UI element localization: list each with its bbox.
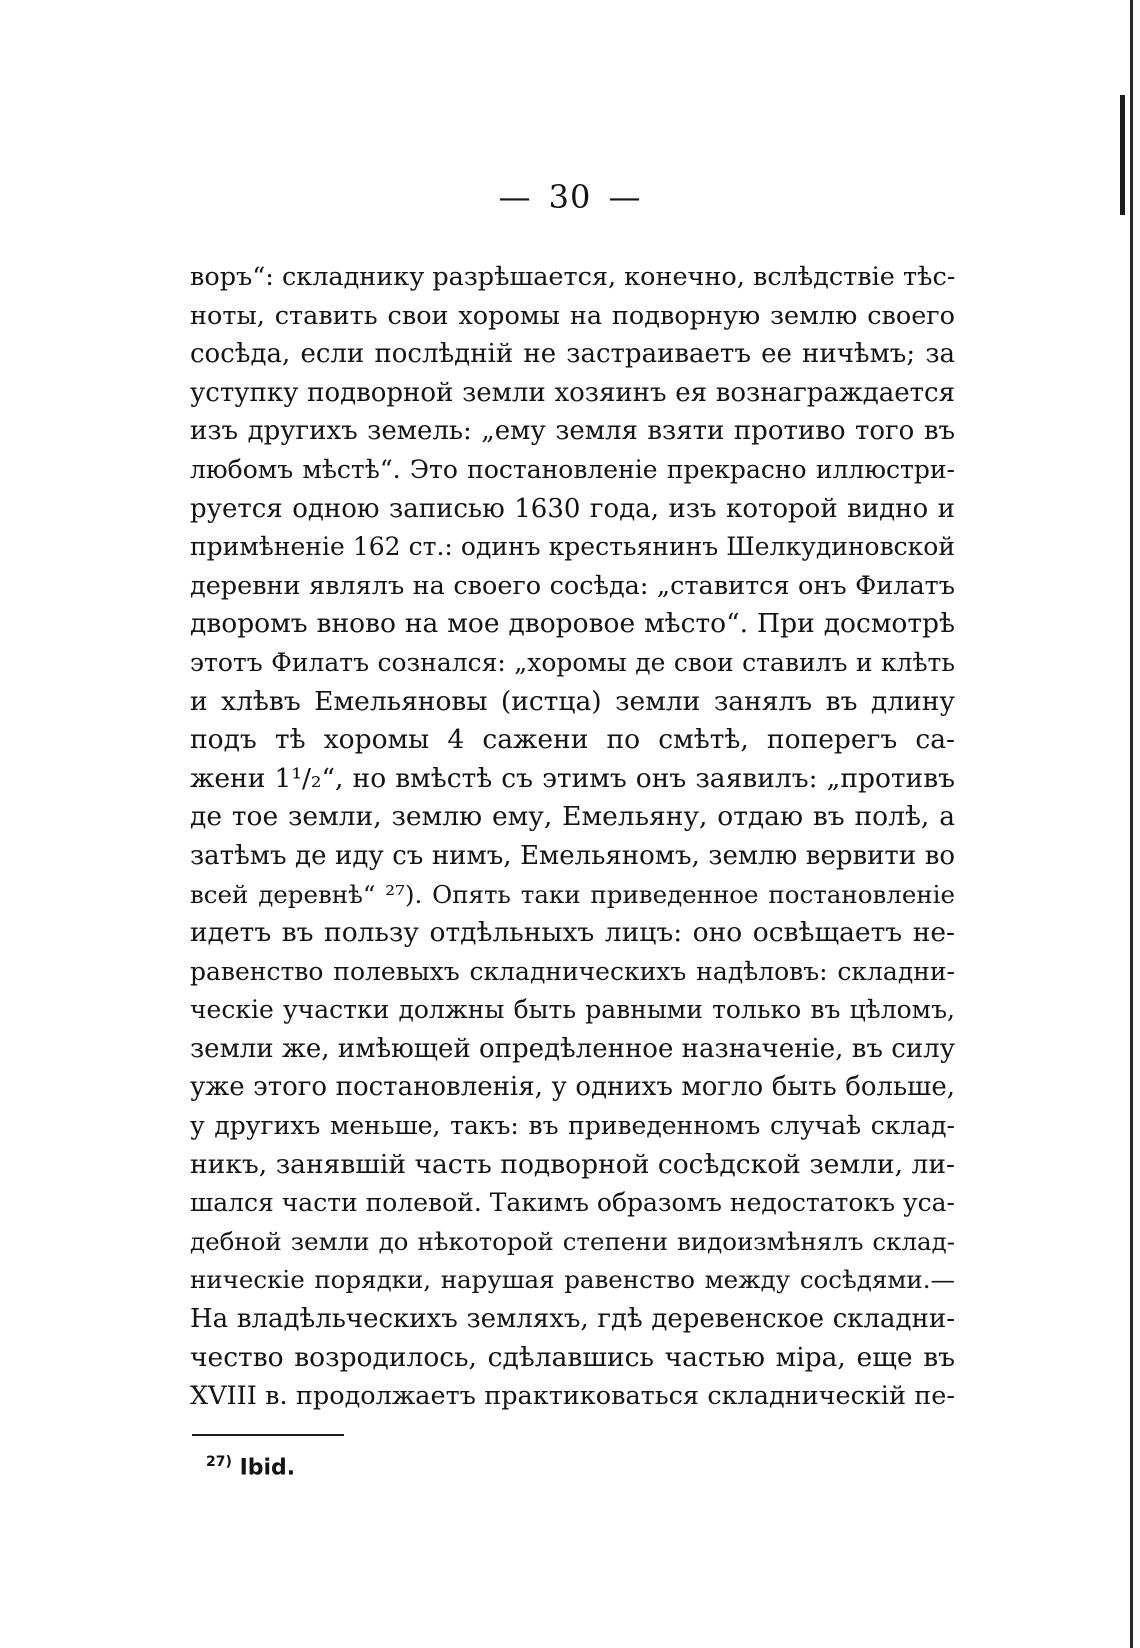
- text-line: уступку подворной земли хозяинъ ея вознаграждается: [190, 377, 955, 408]
- footnote-divider: [192, 1434, 344, 1436]
- text-line: чество возродилось, сдѣлавшись частью міра, еще въ: [190, 1341, 955, 1373]
- text-line: никъ, занявшій часть подворной сосѣдской земли, ли-: [190, 1148, 955, 1180]
- body-text: [190, 258, 955, 1416]
- text-line: примѣненіе 162 ст.: одинъ крестьянинъ Шелкудиновской: [190, 532, 955, 562]
- text-line: XVIII в. продолжаетъ практиковаться складническій пе-: [190, 1381, 955, 1412]
- text-line: На владѣльческихъ земляхъ, гдѣ деревенское складни-: [190, 1304, 955, 1335]
- footnote: [206, 1454, 295, 1480]
- text-line: изъ другихъ земель: „ему земля взяти противо того въ: [190, 416, 955, 447]
- text-line: любомъ мѣстѣ“. Это постановленіе прекрасно иллюстри-: [190, 454, 955, 484]
- text-line: сосѣда, если послѣдній не застраиваетъ ее ничѣмъ; за: [190, 339, 955, 370]
- text-line: де тое земли, землю ему, Емельяну, отдаю въ полѣ, а: [190, 801, 955, 833]
- text-line: затѣмъ де иду съ нимъ, Емельяномъ, землю вервити во: [190, 840, 955, 871]
- footnote-text: Ibid.: [239, 1455, 296, 1481]
- page-binding-edge: [1130, 0, 1133, 1648]
- text-line: дебной земли до нѣкоторой степени видоизмѣнялъ склад-: [190, 1226, 955, 1256]
- text-line: деревни являлъ на своего сосѣда: „ставится онъ Филатъ: [190, 570, 955, 601]
- text-line: подъ тѣ хоромы 4 сажени по смѣтѣ, поперегъ са-: [190, 724, 955, 756]
- text-line: ноты, ставить свои хоромы на подворную землю своего: [190, 300, 955, 331]
- text-line: этотъ Филатъ сознался: „хоромы де свои ставилъ и клѣть: [190, 647, 955, 677]
- text-line: жени 1¹/₂“, но вмѣстѣ съ этимъ онъ заявилъ: „противъ: [190, 762, 955, 794]
- footnote-marker: 27): [206, 1454, 232, 1470]
- text-line: уже этого постановленія, у однихъ могло быть больше,: [190, 1072, 955, 1103]
- text-line: земли же, имѣющей опредѣленное назначеніе, въ силу: [190, 1033, 955, 1064]
- text-line: ческіе участки должны быть равными только въ цѣломъ,: [190, 995, 955, 1025]
- text-line: всей деревнѣ“ ²⁷). Опять таки приведенное постановленіе: [190, 879, 955, 909]
- text-line: идетъ въ пользу отдѣльныхъ лицъ: оно освѣщаетъ не-: [190, 917, 955, 949]
- text-line: руется одною записью 1630 года, изъ которой видно и: [190, 493, 955, 524]
- text-line: дворомъ вново на мое дворовое мѣсто“. При досмотрѣ: [190, 608, 955, 640]
- text-line: у другихъ меньше, такъ: въ приведенномъ случаѣ склад-: [190, 1111, 955, 1141]
- text-line: шался части полевой. Такимъ образомъ недостатокъ уса-: [190, 1188, 955, 1218]
- text-line: и хлѣвъ Емельяновы (истца) земли занялъ въ длину: [190, 685, 955, 717]
- text-line: равенство полевыхъ складническихъ надѣловъ: складни-: [190, 956, 955, 986]
- page-number: — 30 —: [498, 178, 642, 216]
- text-line: воръ“: складнику разрѣшается, конечно, вслѣдствіе тѣс-: [190, 262, 956, 292]
- text-line: ническіе порядки, нарушая равенство между сосѣдями.—: [190, 1265, 955, 1295]
